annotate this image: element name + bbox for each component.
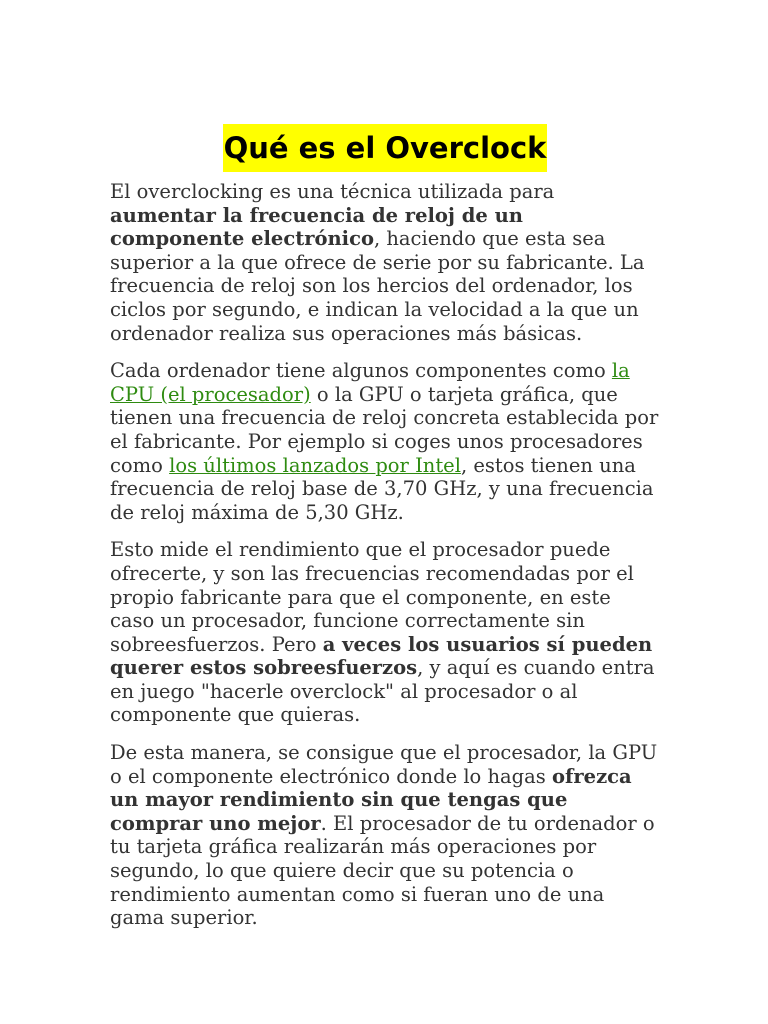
page-title: Qué es el Overclock (223, 124, 548, 172)
paragraph-3-bold-1: a veces los usuarios sí pueden querer estos sobreesfuerzos (110, 632, 653, 680)
paragraph-3-text-1: Esto mide el rendimiento que el procesador puede ofrecerte, y son las frecuencias recomendadas por el propio fabricante para que el componente, en este caso un procesador, funcione correctamente sin sobreesfuerzos. Pero (110, 538, 634, 656)
paragraph-2-text-1: Cada ordenador tiene algunos componentes como (110, 359, 612, 383)
paragraph-1 (110, 180, 660, 345)
paragraph-2 (110, 359, 660, 524)
paragraph-2-text-3: , estos tienen una frecuencia de reloj base de 3,70 GHz, y una frecuencia de reloj máxima de 5,30 GHz. (110, 453, 654, 524)
paragraph-4 (110, 741, 660, 930)
paragraph-4-text-1: De esta manera, se consigue que el procesador, la GPU o el componente electrónico donde lo hagas (110, 741, 658, 788)
cpu-link[interactable]: la CPU (el procesador) (110, 359, 630, 406)
paragraph-3 (110, 538, 660, 727)
title-wrap (110, 124, 660, 172)
paragraph-2-text-2: o la GPU o tarjeta gráfica, que tienen una frecuencia de reloj concreta establecida por el fabricante. Por ejemplo si coges unos procesadores como (110, 382, 659, 477)
paragraph-4-text-2: . El procesador de tu ordenador o tu tarjeta gráfica realizarán más operaciones por segundo, lo que quiere decir que su potencia o rendimiento aumentan como si fueran uno de una gama superior. (110, 811, 655, 930)
paragraph-3-text-2: , y aquí es cuando entra en juego "hacerle overclock" al procesador o al componente que quieras. (110, 656, 655, 727)
paragraph-4-bold-1: ofrezca un mayor rendimiento sin que tengas que comprar uno mejor (110, 764, 632, 835)
paragraph-1-text-2: , haciendo que esta sea superior a la que ofrece de serie por su fabricante. La frecuencia de reloj son los hercios del ordenador, los ciclos por segundo, e indican la velocidad a la que un ordenador realiza sus operaciones más básicas. (110, 227, 645, 345)
intel-link[interactable]: los últimos lanzados por Intel (169, 453, 461, 477)
paragraph-1-text-1: El overclocking es una técnica utilizada para (110, 180, 555, 203)
document-page (110, 124, 660, 944)
paragraph-1-bold-1: aumentar la frecuencia de reloj de un componente electrónico (110, 203, 523, 251)
